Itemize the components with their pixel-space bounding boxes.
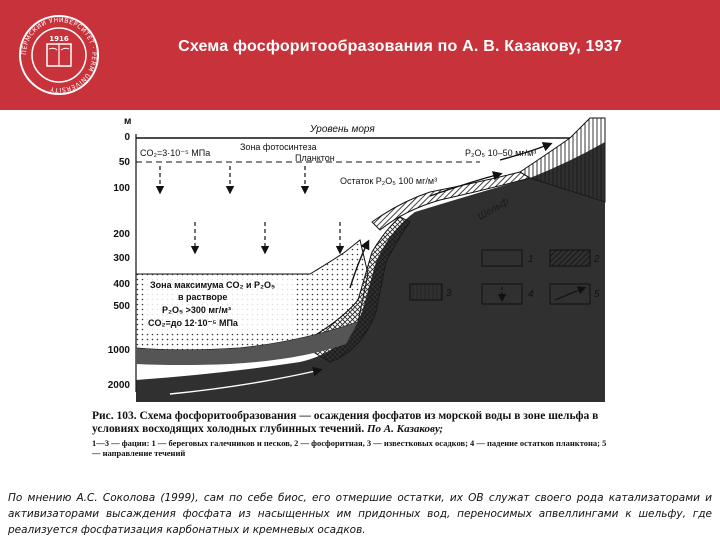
- depth-tick-400: 400: [113, 279, 130, 290]
- legend-label-5: 5: [594, 289, 600, 300]
- depth-tick-300: 300: [113, 253, 130, 264]
- seal-year: 1916: [49, 35, 69, 43]
- co2-surface-label: CO₂=3·10⁻⁵ МПа: [140, 148, 211, 158]
- caption-main: Рис. 103. Схема фосфоритообразования — осаждения фосфатов из морской воды в зоне шельфа в условиях восходящих холодных глубинных течений.: [92, 410, 599, 435]
- footer-paragraph: По мнению А.С. Соколова (1999), сам по себе биос, его отмершие остатки, их ОВ служат своего рода катализаторами и активизаторами высаждения фосфата из насыщенных им придонных вод, переносимых апвеллингами к шельфу, где реализуется фосфатизация карбонатных и кремневых осадков.: [8, 492, 712, 536]
- max-zone-line-4: CO₂=до 12·10⁻⁵ МПа: [148, 318, 238, 328]
- figure-caption: [92, 410, 612, 458]
- legend-label-3: 3: [446, 288, 452, 299]
- max-zone-line-1: Зона максимума CO₂ и P₂O₅: [150, 280, 276, 290]
- legend-swatch-2: [550, 250, 590, 266]
- slide-title: Схема фосфоритообразования по А. В. Казакову, 1937: [178, 38, 622, 55]
- legend-label-1: 1: [528, 254, 534, 265]
- caption-author: По А. Казакову;: [366, 423, 444, 435]
- depth-tick-100: 100: [113, 183, 130, 194]
- depth-unit-label: м: [124, 116, 132, 127]
- photosynthesis-zone-label: Зона фотосинтеза: [240, 142, 317, 152]
- p2o5-remnant-label: Остаток P₂O₅ 100 мг/м³: [340, 176, 438, 186]
- seal-ring-text: ПЕРМСКИЙ УНИВЕРСИТЕТ · PERM UNIVERSITY: [20, 16, 98, 94]
- legend-swatch-1: [482, 250, 522, 266]
- max-zone-line-2: в растворе: [178, 292, 228, 302]
- sea-level-label: Уровень моря: [310, 124, 375, 135]
- plankton-label: Планктон: [295, 153, 335, 163]
- p2o5-surface-label: P₂O₅ 10–50 мг/м³: [465, 148, 537, 158]
- depth-tick-50: 50: [118, 157, 130, 168]
- caption-legend: 1—3 — фации: 1 — береговых галечников и песков, 2 — фосфоритная, 3 — известковых осадков; 4 — падение остатков планктона; 5 — направление течений: [92, 438, 607, 458]
- university-seal-icon: [18, 14, 100, 96]
- legend-label-4: 4: [528, 289, 534, 300]
- legend-label-2: 2: [594, 254, 600, 265]
- depth-tick-0: 0: [124, 132, 130, 143]
- plankton-fall-arrows: [160, 166, 340, 252]
- depth-tick-500: 500: [113, 301, 130, 312]
- depth-tick-2000: 2000: [107, 380, 130, 391]
- legend-swatch-3: [410, 284, 442, 300]
- depth-tick-200: 200: [113, 229, 130, 240]
- depth-tick-1000: 1000: [107, 345, 130, 356]
- max-zone-line-3: P₂O₅ >300 мг/м³: [162, 305, 231, 315]
- header-banner: [0, 0, 720, 110]
